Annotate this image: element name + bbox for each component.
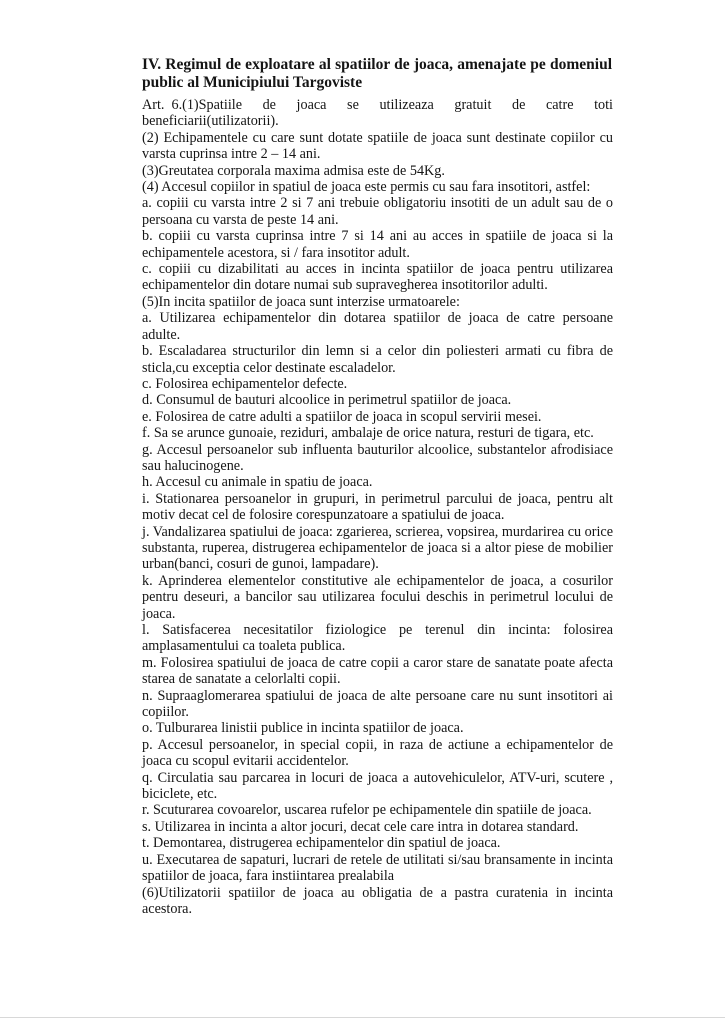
list-item: g. Accesul persoanelor sub influenta bauturilor alcoolice, substantelor afrodisiace sau halucinogene. xyxy=(142,441,613,474)
list-item: d. Consumul de bauturi alcoolice in perimetrul spatiilor de joaca. xyxy=(142,392,512,409)
document-body xyxy=(142,97,613,917)
paragraph: (6)Utilizatorii spatiilor de joaca au obligatia de a pastra curatenia in incinta acestora. xyxy=(142,884,613,917)
list-item: m. Folosirea spatiului de joaca de catre copii a caror stare de sanatate poate afecta starea de sanatate a celorlalti copii. xyxy=(142,654,613,688)
list-item: c. Folosirea echipamentelor defecte. xyxy=(142,375,348,392)
section-heading: IV. Regimul de exploatare al spatiilor de joaca, amenajate pe domeniul public al Municipiului Targoviste xyxy=(142,56,612,91)
list-item: s. Utilizarea in incinta a altor jocuri, decat cele care intra in dotarea standard. xyxy=(142,818,579,835)
paragraph: (5)In incita spatiilor de joaca sunt interzise urmatoarele: xyxy=(142,293,460,310)
list-item: a. Utilizarea echipamentelor din dotarea spatiilor de joaca de catre persoane adulte. xyxy=(142,310,613,343)
article-6-paragraph xyxy=(142,97,613,130)
paragraph: (2) Echipamentele cu care sunt dotate spatiile de joaca sunt destinate copiilor cu varsta cuprinsa intre 2 – 14 ani. xyxy=(142,129,613,163)
list-item: i. Stationarea persoanelor in grupuri, in perimetrul parcului de joaca, pentru alt motiv decat cel de folosire corespunzatoare a spatiului de joaca. xyxy=(142,490,613,524)
page-bottom-divider xyxy=(0,1017,725,1018)
list-item: b. Escaladarea structurilor din lemn si a celor din poliesteri armati cu fibra de sticla,cu exceptia celor destinate escaladelor. xyxy=(142,343,613,376)
list-item: c. copiii cu dizabilitati au acces in incinta spatiilor de joaca pentru utilizarea echipamentelor din dotare numai sub supravegherea insotitorilor adulti. xyxy=(142,261,613,294)
list-item: o. Tulburarea linistii publice in incinta spatiilor de joaca. xyxy=(142,720,464,737)
list-item: k. Aprinderea elementelor constitutive ale echipamentelor de joaca, a cosurilor pentru deseuri, a bancilor sau utilizarea focului deschis in perimetrul locului de joaca. xyxy=(142,572,613,622)
paragraph-text: 6.(1)Spatiile de joaca se utilizeaza gratuit de catre toti beneficiarii(utilizatorii). xyxy=(142,97,613,130)
list-item: l. Satisfacerea necesitatilor fiziologice pe terenul din incinta: folosirea amplasamentului ca toaleta publica. xyxy=(142,622,613,655)
list-item: e. Folosirea de catre adulti a spatiilor de joaca in scopul servirii mesei. xyxy=(142,408,542,425)
list-item: h. Accesul cu animale in spatiu de joaca. xyxy=(142,474,373,491)
list-item: u. Executarea de sapaturi, lucrari de retele de utilitati si/sau bransamente in incinta spatiilor de joaca, fara instiintarea prealabila xyxy=(142,851,613,885)
list-item: p. Accesul persoanelor, in special copii, in raza de actiune a echipamentelor de joaca cu scopul evitarii accidentelor. xyxy=(142,736,613,770)
list-item: r. Scuturarea covoarelor, uscarea rufelor pe echipamentele din spatiile de joaca. xyxy=(142,802,592,819)
list-item: a. copiii cu varsta intre 2 si 7 ani trebuie obligatoriu insotiti de un adult sau de o persoana cu varsta de peste 14 ani. xyxy=(142,195,613,228)
article-label: Art. xyxy=(142,97,165,113)
paragraph: (4) Accesul copiilor in spatiul de joaca este permis cu sau fara insotitori, astfel: xyxy=(142,179,591,196)
list-item: n. Supraaglomerarea spatiului de joaca de alte persoane care nu sunt insotitori ai copiilor. xyxy=(142,687,613,721)
paragraph: (3)Greutatea corporala maxima admisa este de 54Kg. xyxy=(142,162,445,179)
list-item: t. Demontarea, distrugerea echipamentelor din spatiul de joaca. xyxy=(142,835,501,852)
list-item: q. Circulatia sau parcarea in locuri de joaca a autovehiculelor, ATV-uri, scutere , biciclete, etc. xyxy=(142,769,613,803)
list-item: j. Vandalizarea spatiului de joaca: zgarierea, scrierea, vopsirea, murdarirea cu orice substanta, ruperea, distrugerea echipamentelor de joaca si a altor piese de mobilier urban(banci, cosuri de gunoi, lampadare). xyxy=(142,523,613,573)
list-item: f. Sa se arunce gunoaie, reziduri, ambalaje de orice natura, resturi de tigara, etc. xyxy=(142,425,594,442)
list-item: b. copiii cu varsta cuprinsa intre 7 si 14 ani au acces in spatiile de joaca si la echipamentele acestora, si / fara insotitor adult. xyxy=(142,228,613,261)
